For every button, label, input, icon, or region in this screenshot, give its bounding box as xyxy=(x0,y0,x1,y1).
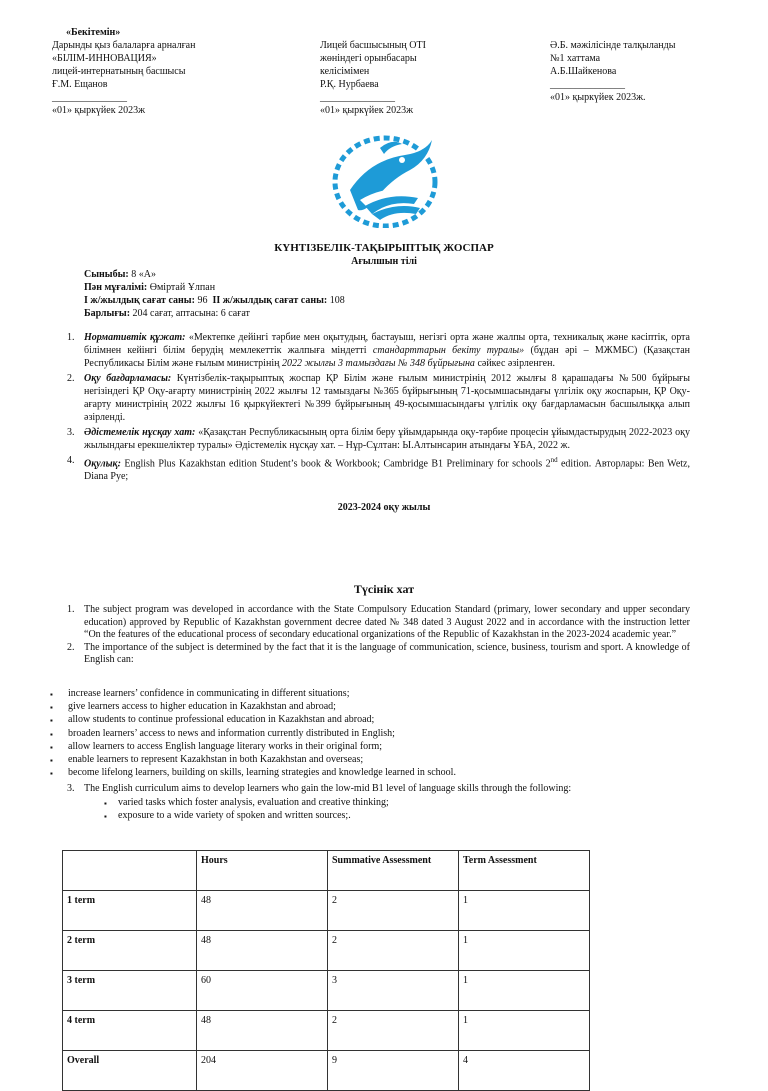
item-text: «Мектепке дейінгі тәрбие мен оқытудың, бастауыш, негізгі орта және жалпы орта, техникалық және кәсіптік, орта білімнен кейінгі білім берудің мемлекеттік жалпыға міндетті xyxy=(84,332,690,356)
grade-value: 8 «А» xyxy=(131,269,156,280)
item-text: (бұдан әрі – МЖМБС) (Қазақстан Республикасы Білім және ғылым министрінің xyxy=(84,345,690,369)
approval-middle xyxy=(320,39,540,117)
approval-line: Ә.Б. мәжілісінде талқыланды xyxy=(550,40,676,51)
header-cell: Term Assessment xyxy=(459,851,590,891)
item-italic: 2022 жылғы 3 тамыздағы № 348 бұйрығына xyxy=(281,358,475,369)
table-cell: 1 xyxy=(459,931,590,971)
school-dove-logo xyxy=(330,130,440,228)
table-row xyxy=(63,1011,590,1051)
teacher-label: Пән мұғалімі: xyxy=(84,282,148,293)
h1-label: І ж/жылдық сағат саны: xyxy=(84,295,195,306)
list-item xyxy=(67,331,690,370)
bullet-item: ▪ allow learners to access English language literary works in their original form; xyxy=(68,740,688,753)
bullet-item: ▪ varied tasks which foster analysis, evaluation and creative thinking; xyxy=(118,796,678,809)
row-label: 4 term xyxy=(63,1011,197,1051)
header-cell: Hours xyxy=(197,851,328,891)
item-text: «Қазақстан Республикасының орта білім беру ұйымдарында оқу-тәрбие процесін ұйымдастырудың 2022-2023 оқу жылындағы ерекшеліктер туралы» Әдістемелік нұсқау хат. – Нұр-Сұлтан: Ы.Алтынсарин атындағы ҰБА, 2022 ж. xyxy=(84,427,690,451)
grade-label: Сыныбы: xyxy=(84,269,129,280)
teacher-value: Өміртай Ұлпан xyxy=(149,282,216,293)
signature-line: _______________ xyxy=(52,92,127,103)
info-block xyxy=(84,268,345,320)
table-row xyxy=(63,891,590,931)
bullet-item: ▪ broaden learners’ access to news and information currently distributed in English; xyxy=(68,727,688,740)
item-text: edition. Авторлары: Ben Wetz, Diana Pye; xyxy=(84,458,690,483)
header-cell: Summative Assessment xyxy=(328,851,459,891)
h2-label: ІІ ж/жылдық сағат саны: xyxy=(212,295,328,306)
item-number: 1. xyxy=(67,332,75,343)
table-cell: 2 xyxy=(328,891,459,931)
approval-date: «01» қыркүйек 2023ж. xyxy=(550,92,646,103)
h2-value: 108 xyxy=(329,295,345,306)
item-number: 3. xyxy=(67,783,75,794)
signature-line: _______________ xyxy=(550,79,625,90)
total-value: 204 сағат, аптасына: 6 сағат xyxy=(132,308,250,319)
row-label: 3 term xyxy=(63,971,197,1011)
item-text: Күнтізбелік-тақырыптық жоспар ҚР Білім және ғылым министрінің 2012 жылғы 8 қарашадағы №500 бұйрығы негізіндегі ҚР Оқу-ағарту министрінің 2022 жылғы 12 тамыздағы №365 бұйрығының 71-қосымшасындағы үлгілік оқу жоспарын, ҚР Оқу-ағарту министрінің 2022 жылғы 16 қыркүйектегі №399 бұйрығының 49-қосымшасындағы үлгілік оқу бағдарламасын басшылыққа алып әзірленді. xyxy=(84,373,690,423)
bullet-item: ▪ allow students to continue professional education in Kazakhstan and abroad; xyxy=(68,713,688,726)
approval-line: Лицей басшысының ОТІ xyxy=(320,40,426,51)
approval-line: келісімімен xyxy=(320,66,370,77)
approval-date: «01» қыркүйек 2023ж xyxy=(320,105,413,116)
list-item xyxy=(67,604,690,642)
table-header-row xyxy=(63,851,590,891)
table-cell: 2 xyxy=(328,1011,459,1051)
table-cell: 1 xyxy=(459,891,590,931)
list-item xyxy=(67,454,690,483)
bullet-item: ▪ exposure to a wide variety of spoken and written sources;. xyxy=(118,809,678,822)
table-cell: 48 xyxy=(197,931,328,971)
table-cell: 1 xyxy=(459,971,590,1011)
explanatory-title: Түсінік хат xyxy=(353,582,415,596)
table-cell: 204 xyxy=(197,1051,328,1091)
terms-table-wrapper xyxy=(62,850,590,1091)
approval-line: лицей-интернатының басшысы xyxy=(52,66,186,77)
h1-value: 96 xyxy=(197,295,208,306)
plan-title: КҮНТІЗБЕЛІК-ТАҚЫРЫПТЫҚ ЖОСПАР xyxy=(274,242,494,254)
table-row xyxy=(63,931,590,971)
explanatory-body xyxy=(67,604,690,667)
subject-name: Ағылшын тілі xyxy=(351,256,417,267)
item-text: сәйкес әзірленген. xyxy=(477,358,555,369)
approval-right xyxy=(550,39,768,104)
explanatory-p3 xyxy=(67,782,690,795)
item-number: 2. xyxy=(67,641,75,653)
item-number: 3. xyxy=(67,427,75,438)
row-label: 1 term xyxy=(63,891,197,931)
bullet-item: ▪ increase learners’ confidence in communicating in different situations; xyxy=(68,687,688,700)
list-item xyxy=(67,426,690,452)
approval-line: А.Б.Шайкенова xyxy=(550,66,617,77)
list-item xyxy=(67,641,690,667)
approval-title: «Бекітемін» xyxy=(66,27,121,38)
terms-table xyxy=(62,850,590,1091)
item-sup: nd xyxy=(550,456,558,464)
signature-line: _______________ xyxy=(320,92,395,103)
approval-line: «БІЛІМ-ИННОВАЦИЯ» xyxy=(52,53,157,64)
item-italic: стандарттарын бекіту туралы» xyxy=(372,345,525,356)
item-label: Әдістемелік нұсқау хат: xyxy=(84,427,196,438)
table-cell: 48 xyxy=(197,891,328,931)
approval-line: жөніндегі орынбасары xyxy=(320,53,417,64)
paragraph-text: The subject program was developed in accordance with the State Compulsory Education Standard (primary, lower secondary and upper secondary education) approved by Republic of Kazakhstan government decree dated № 348 dated 3 August 2022 and in accordance with the instruction letter “On the features of the educational process of secondary educational organizations of the Republic of Kazakhstan in the 2023-2024 academic year.” xyxy=(84,604,690,641)
documents-list xyxy=(67,331,690,483)
item-number: 1. xyxy=(67,604,75,615)
total-label: Барлығы: xyxy=(84,308,131,319)
bullet-item: ▪ enable learners to represent Kazakhstan in both Kazakhstan and overseas; xyxy=(68,753,688,766)
approval-line: Р.Қ. Нурбаева xyxy=(320,79,379,90)
paragraph-text: The English curriculum aims to develop learners who gain the low-mid B1 level of language skills through the following: xyxy=(84,783,572,794)
row-label: Overall xyxy=(63,1051,197,1091)
table-row xyxy=(63,1051,590,1091)
paragraph-text: The importance of the subject is determined by the fact that it is the language of communication, science, business, tourism and sport. A knowledge of English can: xyxy=(84,641,690,666)
item-label: Оқу бағдарламасы: xyxy=(84,373,172,384)
sub-bullet-list xyxy=(118,796,678,822)
list-item xyxy=(67,782,690,795)
table-row xyxy=(63,971,590,1011)
approval-line: №1 хаттама xyxy=(550,53,601,64)
bullet-list xyxy=(68,687,688,779)
row-label: 2 term xyxy=(63,931,197,971)
table-cell: 60 xyxy=(197,971,328,1011)
item-number: 4. xyxy=(67,455,75,466)
approval-line: Дарынды қыз балаларға арналған xyxy=(52,40,196,51)
table-cell: 1 xyxy=(459,1011,590,1051)
table-cell: 4 xyxy=(459,1051,590,1091)
header-cell xyxy=(63,851,197,891)
item-label: Оқулық: xyxy=(84,458,121,470)
item-text: English Plus Kazakhstan edition Student’s book & Workbook; Cambridge B1 Preliminary for schools 2 xyxy=(124,458,551,470)
table-cell: 3 xyxy=(328,971,459,1011)
table-cell: 48 xyxy=(197,1011,328,1051)
approval-line: Ғ.М. Ещанов xyxy=(52,79,108,90)
item-label: Нормативтік құжат: xyxy=(84,332,186,343)
bullet-item: ▪ give learners access to higher education in Kazakhstan and abroad; xyxy=(68,700,688,713)
item-number: 2. xyxy=(67,373,75,384)
table-cell: 2 xyxy=(328,931,459,971)
approval-date: «01» қыркүйек 2023ж xyxy=(52,105,145,116)
bullet-item: ▪ become lifelong learners, building on skills, learning strategies and knowledge learned in school. xyxy=(68,766,688,779)
academic-year: 2023-2024 оқу жылы xyxy=(337,502,431,513)
list-item xyxy=(67,372,690,424)
approval-left xyxy=(52,26,272,117)
table-cell: 9 xyxy=(328,1051,459,1091)
